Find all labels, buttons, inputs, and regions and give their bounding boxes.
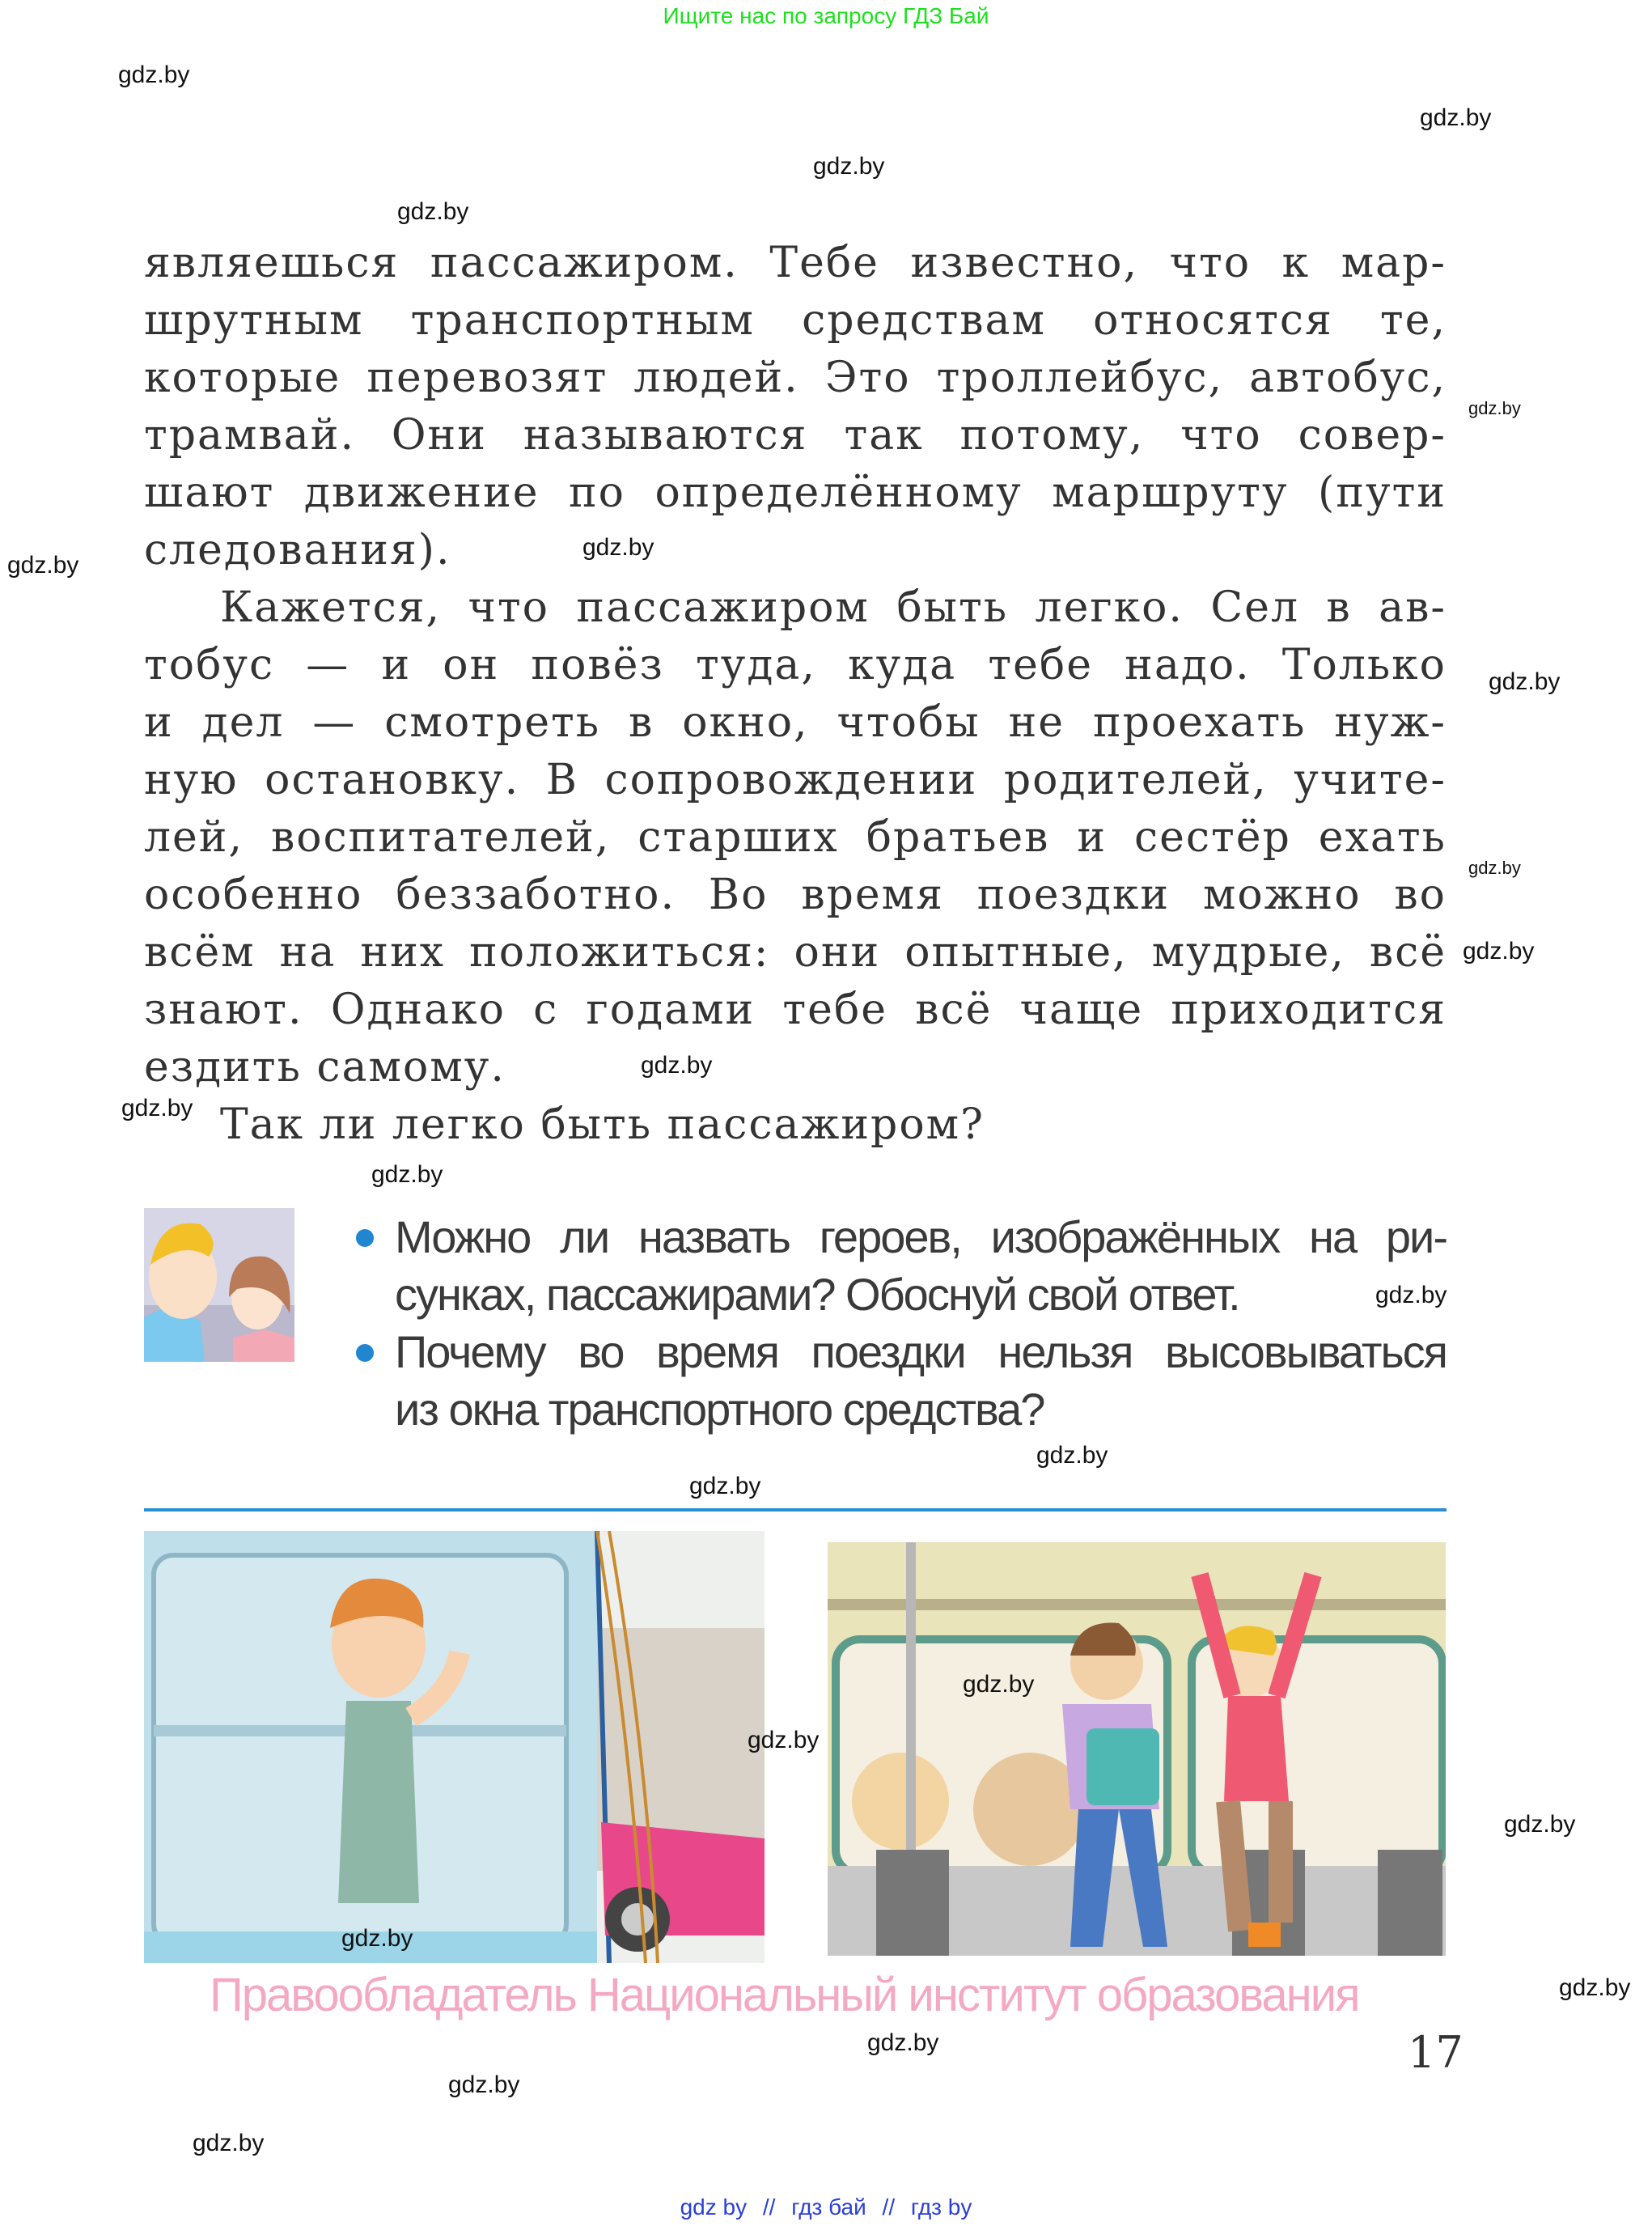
question-2: [395, 1323, 1447, 1438]
watermark: gdz.by: [1463, 938, 1535, 965]
watermark: gdz.by: [963, 1671, 1035, 1698]
text-line: знают. Однако с годами тебе всё чаще приходится: [144, 986, 1447, 1034]
question-1: [395, 1208, 1447, 1323]
bullet-icon: [356, 1344, 374, 1362]
watermark: gdz.by: [448, 2071, 520, 2098]
text-line: трамвай. Они называются так потому, что совер-: [144, 411, 1447, 460]
kids-illustration: [144, 1208, 294, 1362]
link-gdz-bai[interactable]: гдз бай: [791, 2194, 866, 2220]
text-line: являешься пассажиром. Тебе известно, что к мар-: [144, 239, 1447, 287]
watermark: gdz.by: [371, 1161, 443, 1188]
link-separator: //: [762, 2194, 776, 2220]
watermark: gdz.by: [193, 2130, 265, 2156]
question-heading: Так ли легко быть пассажиром?: [220, 1100, 985, 1149]
search-banner: Ищите нас по запросу ГДЗ Бай: [663, 3, 989, 28]
text-line: шают движение по определённому маршруту (пути: [144, 469, 1447, 517]
watermark: gdz.by: [341, 1925, 413, 1952]
watermark: gdz.by: [1468, 858, 1521, 878]
text-line: тобус — и он повёз туда, куда тебе надо. Только: [144, 641, 1447, 689]
text-line: ездить самому.: [144, 1043, 506, 1092]
watermark: gdz.by: [397, 198, 469, 225]
watermark: gdz.by: [1420, 104, 1492, 131]
text-line: всём на них положиться: они опытные, мудрые, всё: [144, 928, 1447, 977]
question-line: из окна транспортного средства?: [395, 1384, 1044, 1435]
text-line: которые перевозят людей. Это троллейбус, автобус,: [144, 354, 1447, 402]
watermark: gdz.by: [641, 1052, 713, 1079]
watermark: gdz.by: [748, 1727, 820, 1753]
text-line: лей, воспитателей, старших братьев и сестёр ехать: [144, 813, 1447, 862]
section-divider: [144, 1508, 1447, 1512]
watermark: gdz.by: [1559, 1974, 1631, 2001]
watermark: gdz.by: [7, 552, 79, 579]
question-line: Можно ли назвать героев, изображённых на ри-: [395, 1211, 1447, 1262]
question-line: сунках, пассажирами? Обоснуй свой ответ.: [395, 1269, 1239, 1320]
watermark: gdz.by: [813, 153, 885, 180]
boy-in-bus-window-illustration: [144, 1531, 765, 1963]
link-gdz-by[interactable]: gdz by: [680, 2194, 748, 2220]
link-gdz-by-cyr[interactable]: гдз by: [910, 2194, 972, 2220]
main-text: [144, 235, 1447, 1154]
copyright-notice: Правообладатель Национальный институт образования: [210, 1969, 1359, 2021]
watermark: gdz.by: [118, 61, 190, 88]
text-line: особенно беззаботно. Во время поездки можно во: [144, 871, 1447, 919]
watermark: gdz.by: [689, 1473, 761, 1499]
text-line: следования).: [144, 526, 451, 575]
children-in-bus-illustration: [828, 1542, 1446, 1956]
text-line: Кажется, что пассажиром быть легко. Сел в ав-: [220, 583, 1447, 632]
text-line: и дел — смотреть в окно, чтобы не проехать нуж-: [144, 698, 1447, 747]
link-separator: //: [882, 2194, 896, 2220]
question-line: Почему во время поездки нельзя высовываться: [395, 1326, 1447, 1377]
watermark: gdz.by: [1489, 668, 1561, 695]
watermark: gdz.by: [1375, 1282, 1447, 1308]
text-line: шрутным транспортным средствам относятся те,: [144, 296, 1447, 345]
page-number: 17: [1408, 2027, 1464, 2078]
watermark: gdz.by: [867, 2029, 939, 2056]
bullet-icon: [356, 1229, 374, 1247]
watermark: gdz.by: [582, 534, 654, 561]
watermark: gdz.by: [1504, 1811, 1576, 1838]
watermark: gdz.by: [121, 1095, 193, 1121]
watermark: gdz.by: [1036, 1442, 1108, 1469]
text-line: ную остановку. В сопровождении родителей, учите-: [144, 756, 1447, 804]
watermark: gdz.by: [1468, 398, 1521, 418]
footer-links: [0, 2194, 1652, 2220]
